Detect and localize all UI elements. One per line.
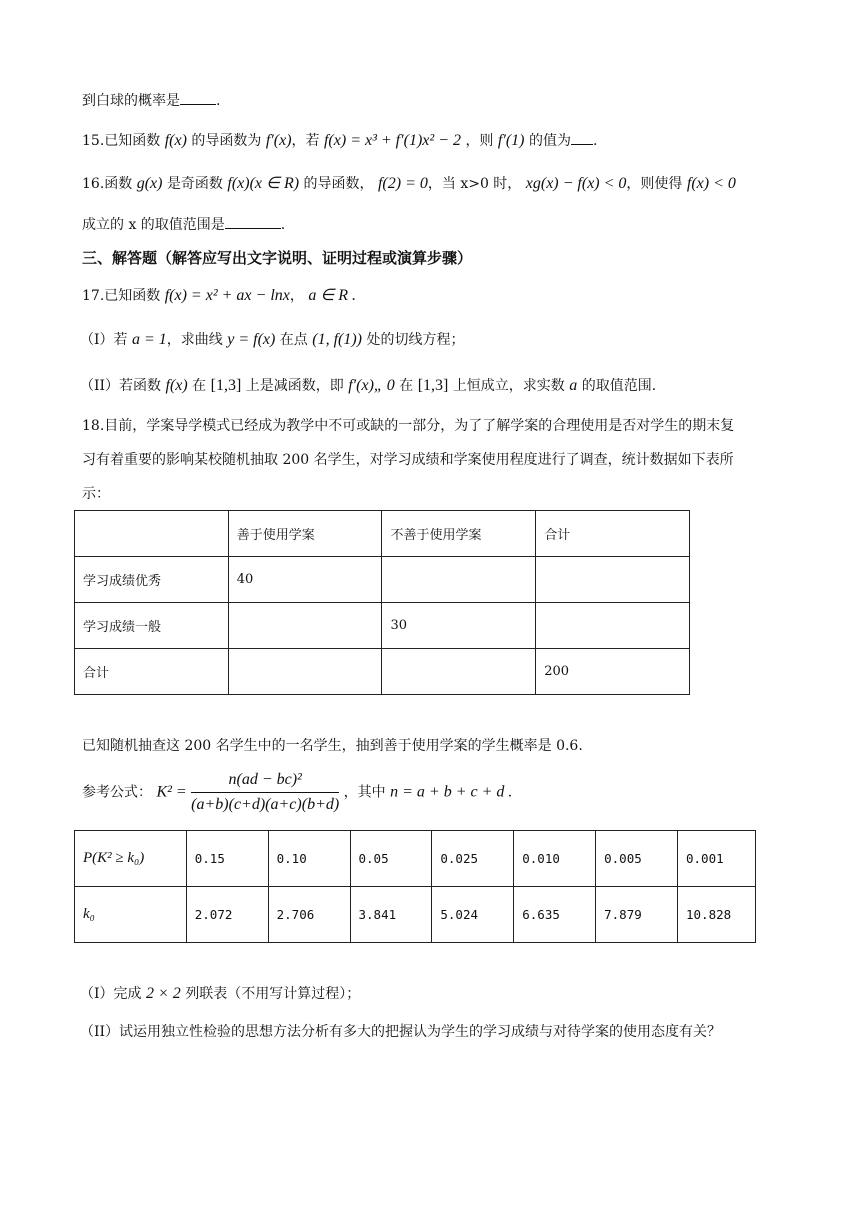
question-15: 15.已知函数 f(x) 的导函数为 f′(x)，若 f(x) = x³ + f′(1)x² − 2 ，则 f′(1) 的值为 . [82, 132, 598, 149]
answer-blank [225, 214, 281, 229]
task-part-1: （I）完成 2 × 2 列联表（不用写计算过程）； [80, 985, 361, 1002]
question-17: 17.已知函数 f(x) = x² + ax − lnx， a ∈ R . [82, 287, 357, 304]
table-cell [228, 603, 382, 649]
task-part-2: （II）试运用独立性检验的思想方法分析有多大的把握认为学生的学习成绩与对待学案的使用态度有关？ [80, 1024, 722, 1040]
table-cell [536, 603, 690, 649]
table-cell: 善于使用学案 [228, 511, 382, 557]
table-cell: 7.879 [596, 887, 678, 943]
table-cell: 0.001 [678, 831, 756, 887]
answer-blank [571, 130, 593, 145]
table-cell: 学习成绩一般 [75, 603, 229, 649]
question-18-line-3: 示： [82, 486, 110, 502]
section-heading: 三、解答题（解答应写出文字说明、证明过程或演算步骤） [82, 249, 473, 267]
table-header-row [75, 511, 690, 557]
table-row [75, 831, 756, 887]
table-cell: 0.005 [596, 831, 678, 887]
table-cell: 5.024 [432, 887, 514, 943]
table-cell: 0.010 [514, 831, 596, 887]
table-row [75, 603, 690, 649]
table-cell: 0.05 [350, 831, 432, 887]
critical-value-table [74, 830, 756, 943]
question-17-part-2: （II）若函数 f(x) 在 [1,3] 上是减函数，即 f′(x)„ 0 在 [1,3] 上恒成立，求实数 a 的取值范围. [80, 377, 657, 394]
table-cell: 40 [228, 557, 382, 603]
table-cell: 10.828 [678, 887, 756, 943]
table-cell: 合计 [536, 511, 690, 557]
question-17-part-1: （I）若 a = 1，求曲线 y = f(x) 在点 (1, f(1)) 处的切线方程； [80, 331, 465, 348]
table-cell: 0.025 [432, 831, 514, 887]
question-16: 16.函数 g(x) 是奇函数 f(x)(x ∈ R) 的导函数， f(2) = 0，当 x>0 时， xg(x) − f(x) < 0，则使得 f(x) < 0 [82, 175, 736, 192]
table-cell: 0.10 [268, 831, 350, 887]
question-16-continued: 成立的 x 的取值范围是 . [82, 214, 285, 235]
table-row [75, 887, 756, 943]
table-cell: 30 [382, 603, 536, 649]
table-cell: 0.15 [186, 831, 268, 887]
table-row-label: P(K² ≥ k₀) [75, 831, 187, 887]
answer-blank [180, 90, 216, 105]
question-18-line-1: 18.目前，学案导学模式已经成为教学中不可或缺的一部分，为了了解学案的合理使用是否对学生的期末复 [82, 418, 735, 434]
table-cell [382, 557, 536, 603]
table-cell: 不善于使用学案 [382, 511, 536, 557]
table-row [75, 557, 690, 603]
formula-fraction: $\frac{\text{n(ad − bc)²}}{(a+b)(c+d)(a+c)(b+d)}$ [191, 771, 340, 813]
table-cell: 6.635 [514, 887, 596, 943]
table-cell: 200 [536, 649, 690, 695]
table-cell: 3.841 [350, 887, 432, 943]
table-cell: 2.706 [268, 887, 350, 943]
table-cell [75, 511, 229, 557]
probability-note: 已知随机抽查这 200 名学生中的一名学生，抽到善于使用学案的学生概率是 0.6. [82, 738, 583, 754]
question-18-line-2: 习有着重要的影响某校随机抽取 200 名学生，对学习成绩和学案使用程度进行了调查，统计数据如下表所 [82, 452, 734, 468]
table-cell [536, 557, 690, 603]
table-cell [228, 649, 382, 695]
table-row-label: k₀ [75, 887, 187, 943]
contingency-table [74, 510, 690, 695]
q14-tail-line: 到白球的概率是 . [82, 90, 220, 111]
table-cell: 学习成绩优秀 [75, 557, 229, 603]
table-cell [382, 649, 536, 695]
reference-formula: 参考公式： K² = $\frac{\text{n(ad − bc)²}}{(a+b)(c+d)(a+c)(b+d)}$ ，其中 n = a + b + c + d . [82, 771, 513, 813]
table-cell: 合计 [75, 649, 229, 695]
table-cell: 2.072 [186, 887, 268, 943]
table-row [75, 649, 690, 695]
